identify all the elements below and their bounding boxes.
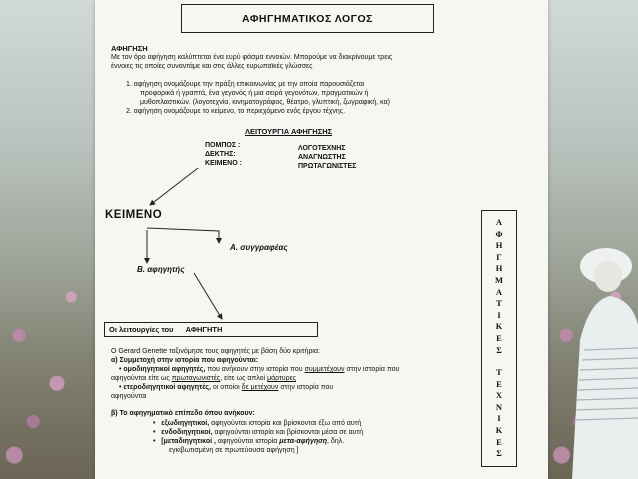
vertical-title-letter: Χ: [495, 390, 503, 401]
heterodiegetic-text-b: στην ιστορία που: [280, 384, 334, 391]
heterodiegetic-line-2: αφηγούνται: [111, 393, 147, 400]
intro-line-1: Με τον όρο αφήγηση καλύπτεται ένα ευρύ φάσμα εννοιών. Μπορούμε να διακρίνουμε τρεις: [111, 54, 393, 61]
vertical-title-letter: Μ: [494, 274, 504, 285]
function-value-pompos: ΛΟΓΟΤΕΧΝΗΣ: [298, 145, 346, 152]
metadiegetic-term: [μεταδιηγητικοί ,: [161, 438, 216, 445]
metadiegetic-line-2: εγκιβωτισμένη σε πρωτεύουσα αφήγηση ]: [169, 447, 299, 454]
vertical-title-letter: Τ: [496, 367, 502, 377]
vertical-title-letter: Ι: [497, 413, 501, 424]
narrator-functions-label: Οι λειτουργίες του ΑΦΗΓΗΤΗ: [109, 325, 223, 334]
diagram-author-label: Α. συγγραφέας: [230, 243, 288, 252]
intradiegetic-text: αφηγούνται ιστορία και βρίσκονται μέσα σε αυτή: [214, 429, 364, 436]
function-value-dektis: ΑΝΑΓΝΩΣΤΗΣ: [298, 154, 346, 161]
heterodiegetic-term: • ετεροδιηγητικοί αφηγητές,: [119, 384, 211, 391]
intradiegetic-line: [153, 429, 363, 437]
function-label-keimeno: ΚΕΙΜΕΝΟ :: [205, 160, 242, 167]
homodiegetic-protagonists: πρωταγωνιστές: [171, 375, 221, 382]
metadiegetic-line: [153, 438, 344, 446]
diagram-keimeno-label: ΚΕΙΜΕΝΟ: [105, 209, 163, 221]
intradiegetic-term: ενδοδιηγητικοί,: [161, 429, 213, 436]
arrow-to-author: [147, 228, 219, 243]
vertical-title-letter: Τ: [496, 298, 502, 309]
vertical-title-letter: Κ: [495, 321, 503, 332]
heterodiegetic-text-a: οι οποίοι: [212, 384, 240, 391]
heterodiegetic-not-participate: δε μετέχουν: [241, 384, 279, 391]
background-landscape-right: [548, 0, 638, 479]
vertical-title-letter: Φ: [495, 228, 503, 239]
document-title: ΑΦΗΓΗΜΑΤΙΚΟΣ ΛΟΓΟΣ: [181, 4, 434, 33]
homodiegetic-text-c: αφηγούνται είτε ως: [111, 375, 170, 382]
bullet: •: [153, 429, 156, 436]
arrow-to-keimeno: [150, 168, 198, 205]
woman-figure-illustration: [560, 230, 638, 479]
vertical-title-letter: Α: [495, 286, 503, 297]
section-heading-afigisi: ΑΦΗΓΗΣΗ: [111, 44, 148, 53]
homodiegetic-text-b: στην ιστορία που: [346, 366, 400, 373]
criterion-b-heading: β) Το αφηγηματικό επίπεδο όπου ανήκουν:: [111, 410, 255, 417]
vertical-title-box: [481, 210, 517, 467]
homodiegetic-line-2: [111, 375, 296, 383]
narrator-functions-box: [104, 322, 318, 337]
vertical-word-afigimatikes: [482, 217, 516, 356]
vertical-title-letter: Κ: [495, 424, 503, 435]
metadiegetic-meta-narration: μετα-αφήγηση: [279, 438, 328, 445]
intro-line-2: έννοιες τις οποίες συναντάμε και στις άλλες ευρωπαϊκές γλώσσες: [111, 63, 313, 70]
diagram-narrator-label: Β. αφηγητής: [137, 265, 185, 274]
intro-item-1-line-2: προφορικά ή γραπτά, ένα γεγονός ή μια σειρά γεγονότων, πραγματικών ή: [140, 90, 369, 97]
homodiegetic-participate: συμμετέχουν: [304, 366, 345, 373]
bullet: •: [153, 420, 156, 427]
homodiegetic-line-1: [119, 366, 399, 374]
homodiegetic-witnesses: μάρτυρες: [267, 375, 297, 382]
metadiegetic-text: αφηγούνται ιστορία: [217, 438, 278, 445]
intro-item-1-line-3: μυθοπλαστικών. (λογοτεχνία, κινηματογράφος, θέατρο, γλυπτική, ζωγραφική, κα): [140, 99, 390, 106]
homodiegetic-text-d: , είτε ως απλοί: [220, 375, 266, 382]
vertical-title-letter: Η: [495, 263, 503, 274]
extradiegetic-term: εξωδιηγητικοί,: [161, 420, 210, 427]
vertical-title-letter: Ε: [496, 378, 502, 389]
vertical-title-letter: Ν: [495, 401, 503, 412]
metadiegetic-text-end: , δηλ.: [327, 438, 345, 445]
bullet: •: [153, 438, 156, 445]
vertical-word-technikes: [482, 367, 516, 460]
vertical-title-letter: Ι: [497, 309, 501, 320]
vertical-title-letter: Σ: [496, 344, 502, 355]
vertical-title-letter: Σ: [496, 448, 502, 459]
vertical-title-letter: Α: [495, 217, 503, 227]
extradiegetic-text: αφηγούνται ιστορία και βρίσκονται έξω από αυτή: [211, 420, 362, 427]
criterion-a-heading: α) Συμμετοχή στην ιστορία που αφηγούνται:: [111, 357, 259, 364]
homodiegetic-term: • ομοδιηγητικοί αφηγητές,: [119, 366, 206, 373]
intro-item-2: 2. αφήγηση ονομάζουμε το κείμενο, το περιεχόμενο ενός έργου τέχνης.: [126, 108, 346, 115]
vertical-title-letter: Ε: [496, 332, 502, 343]
vertical-title-letter: Γ: [496, 251, 502, 262]
function-value-keimeno: ΠΡΩΤΑΓΩΝΙΣΤΕΣ: [298, 163, 357, 170]
extradiegetic-line: [153, 420, 361, 428]
heterodiegetic-line-1: [119, 384, 333, 392]
homodiegetic-text-a: που ανήκουν στην ιστορία που: [207, 366, 303, 373]
background-landscape-left: [0, 0, 95, 479]
function-label-dektis: ΔΕΚΤΗΣ:: [205, 151, 236, 158]
function-label-pompos: ΠΟΜΠΟΣ :: [205, 142, 241, 149]
vertical-title-letter: Η: [495, 240, 503, 251]
genette-intro: Ο Gerard Genette ταξινόμησε τους αφηγητές με βάση δύο κριτήρια:: [111, 348, 320, 355]
arrow-narrator-to-box: [194, 273, 222, 319]
document-page: [95, 0, 548, 479]
intro-item-1-line-1: 1. αφήγηση ονομάζουμε την πράξη επικοινωνίας με την οποία παρουσιάζεται: [126, 81, 365, 88]
vertical-title-letter: Ε: [496, 436, 502, 447]
functions-heading: ΛΕΙΤΟΥΡΓΙΑ ΑΦΗΓΗΣΗΣ: [245, 127, 333, 136]
